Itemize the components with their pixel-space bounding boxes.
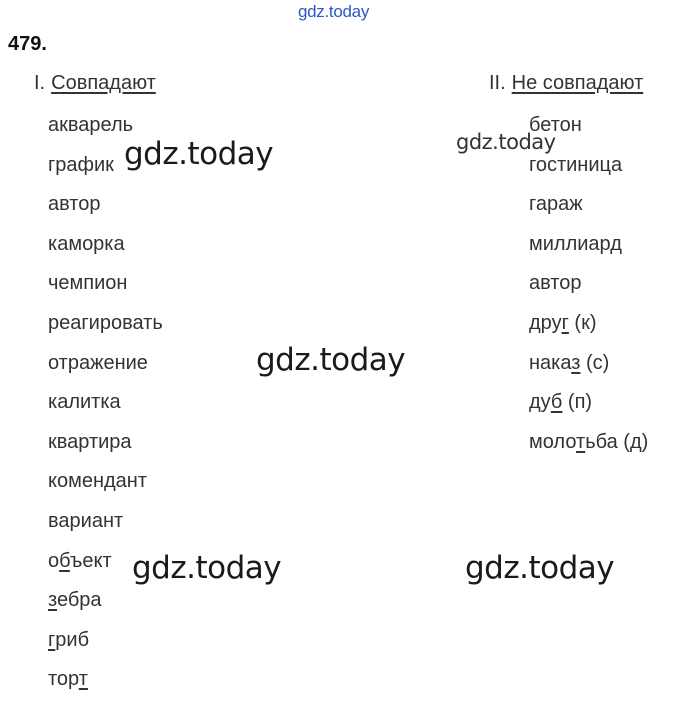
word-item [48, 506, 163, 546]
word-item [529, 348, 648, 388]
watermark: gdz.today [124, 136, 274, 172]
left-column-roman: I. [34, 72, 46, 94]
word-item [48, 664, 163, 704]
word-part: чемпион [48, 272, 128, 295]
word-part: нака [529, 351, 572, 374]
word-part: миллиард [529, 232, 622, 255]
right-column-title: Не совпадают [511, 72, 644, 94]
word-part: (с) [580, 351, 610, 374]
watermark: gdz.today [456, 130, 556, 154]
word-part: квартира [48, 430, 132, 453]
word-part: автор [48, 193, 101, 216]
word-part: вариант [48, 509, 124, 532]
word-part: ебра [56, 589, 102, 612]
task-number: 479. [8, 33, 47, 55]
word-part: калитка [48, 391, 121, 414]
underlined-letter: б [59, 549, 70, 572]
word-item [48, 585, 163, 625]
word-item [48, 466, 163, 506]
word-part: автор [529, 272, 582, 295]
left-column-heading [34, 72, 156, 95]
underlined-letter: т [78, 668, 88, 691]
word-part: моло [529, 430, 577, 453]
word-item [529, 268, 648, 308]
right-column-roman: II. [489, 72, 506, 94]
word-item [48, 625, 163, 665]
left-column-title: Совпадают [51, 72, 156, 94]
word-part: (к) [568, 311, 597, 334]
underlined-letter: т [576, 430, 586, 453]
word-part: комендант [48, 470, 148, 493]
word-item [48, 308, 163, 348]
word-part: акварель [48, 114, 134, 136]
word-part: гостиница [529, 153, 623, 176]
word-part: реагировать [48, 311, 163, 334]
right-column-heading [489, 72, 643, 95]
underlined-letter: г [48, 628, 56, 651]
word-item [529, 387, 648, 427]
word-part: ъект [69, 549, 112, 572]
word-part: гараж [529, 193, 583, 216]
word-item [529, 150, 648, 190]
word-item [48, 229, 163, 269]
word-part: бетон [529, 114, 582, 136]
site-header-watermark: gdz.today [298, 2, 370, 21]
word-part: отражение [48, 351, 148, 374]
word-item [48, 387, 163, 427]
word-part: каморка [48, 232, 125, 255]
underlined-letter: з [571, 351, 581, 374]
word-item [48, 348, 163, 388]
word-part: тор [48, 668, 79, 691]
watermark: gdz.today [132, 550, 282, 586]
word-part: ду [529, 391, 551, 414]
word-item [529, 308, 648, 348]
word-part: график [48, 153, 114, 176]
word-item [48, 427, 163, 467]
word-item [48, 189, 163, 229]
word-part: риб [55, 628, 90, 651]
watermark: gdz.today [465, 550, 615, 586]
non-matching-words-list [529, 110, 648, 466]
word-part: дру [529, 311, 562, 334]
underlined-letter: з [48, 589, 57, 612]
underlined-letter: б [550, 391, 563, 414]
word-item [529, 427, 648, 467]
underlined-letter: г [561, 311, 569, 334]
word-part: ьба (д) [585, 430, 649, 453]
watermark: gdz.today [256, 342, 406, 378]
word-item [529, 229, 648, 269]
word-item [48, 268, 163, 308]
word-part: о [48, 549, 60, 572]
matching-words-list [48, 110, 163, 704]
word-item [529, 189, 648, 229]
word-part: (п) [562, 391, 593, 414]
